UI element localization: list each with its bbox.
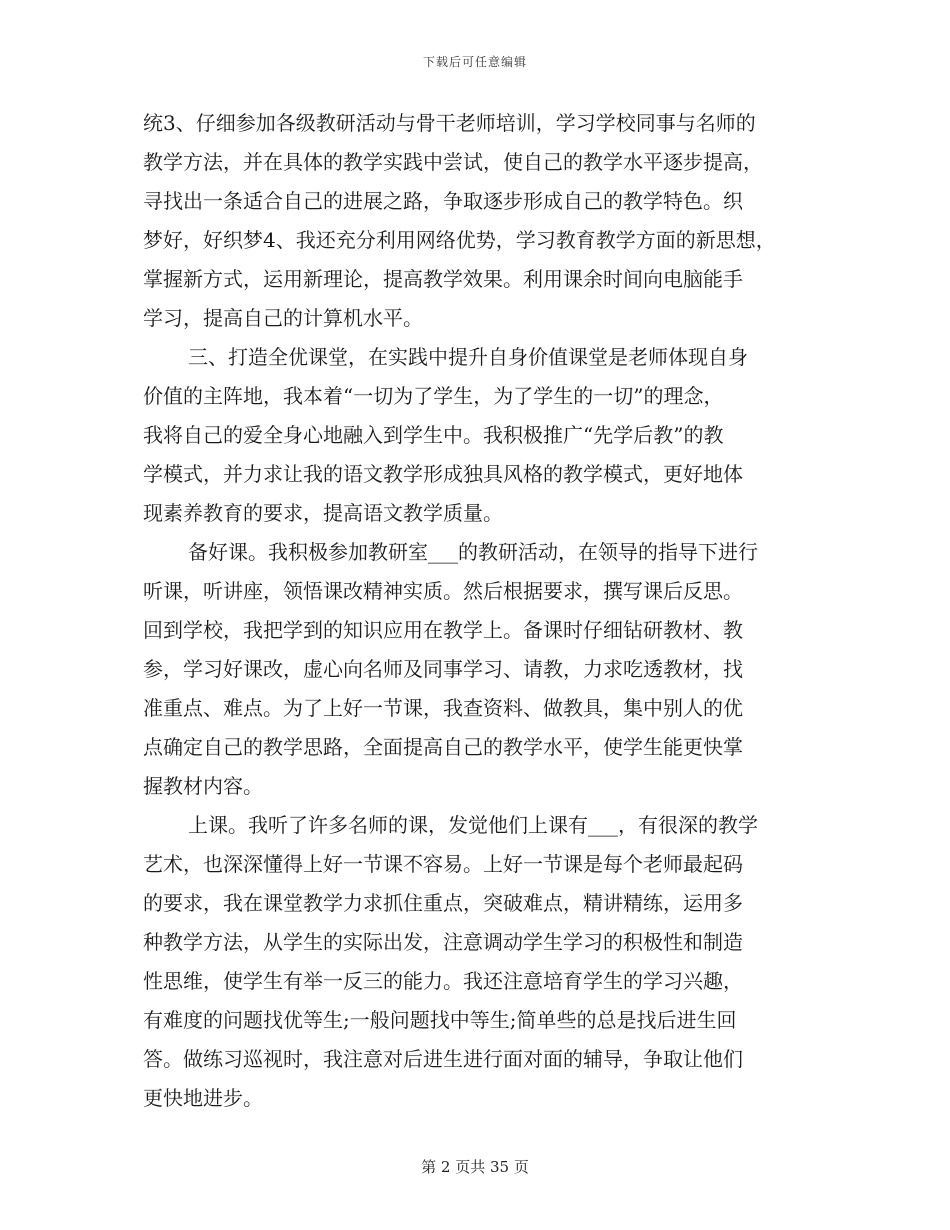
text-line: 备好课。我积极参加教研室___的教研活动，在领导的指导下进行 bbox=[188, 540, 758, 564]
paragraph-4 bbox=[143, 806, 823, 1118]
text-line: 现素养教育的要求，提高语文教学质量。 bbox=[143, 501, 503, 525]
text-line: 上课。我听了许多名师的课，发觉他们上课有___，有很深的教学 bbox=[188, 813, 758, 837]
text-line: 我将自己的爱全身心地融入到学生中。我积极推广“先学后教”的教 bbox=[143, 423, 724, 447]
text-line: 教学方法，并在具体的教学实践中尝试，使自己的教学水平逐步提高， bbox=[143, 150, 763, 174]
text-line: 握教材内容。 bbox=[143, 774, 263, 798]
text-line: 学习，提高自己的计算机水平。 bbox=[143, 306, 423, 330]
text-line: 学模式，并力求让我的语文教学形成独具风格的教学模式，更好地体 bbox=[143, 462, 743, 486]
text-line: 价值的主阵地，我本着“一切为了学生，为了学生的一切”的理念， bbox=[143, 384, 724, 408]
text-line: 回到学校，我把学到的知识应用在教学上。备课时仔细钻研教材、教 bbox=[143, 618, 743, 642]
text-line: 掌握新方式，运用新理论，提高教学效果。利用课余时间向电脑能手 bbox=[143, 267, 743, 291]
text-line: 点确定自己的教学思路，全面提高自己的教学水平，使学生能更快掌 bbox=[143, 735, 743, 759]
document-body bbox=[143, 104, 823, 1118]
text-line: 的要求，我在课堂教学力求抓住重点，突破难点，精讲精练，运用多 bbox=[143, 891, 743, 915]
text-line: 更快地进步。 bbox=[143, 1086, 263, 1110]
text-line: 梦好，好织梦4、我还充分利用网络优势，学习教育教学方面的新思想， bbox=[143, 228, 776, 252]
text-line: 艺术，也深深懂得上好一节课不容易。上好一节课是每个老师最起码 bbox=[143, 852, 743, 876]
text-line: 寻找出一条适合自己的进展之路，争取逐步形成自己的教学特色。织 bbox=[143, 189, 743, 213]
text-line: 性思维，使学生有举一反三的能力。我还注意培育学生的学习兴趣， bbox=[143, 969, 743, 993]
text-line: 准重点、难点。为了上好一节课，我查资料、做教具，集中别人的优 bbox=[143, 696, 743, 720]
text-line: 听课，听讲座，领悟课改精神实质。然后根据要求，撰写课后反思。 bbox=[143, 579, 743, 603]
text-line: 参，学习好课改，虚心向名师及同事学习、请教，力求吃透教材，找 bbox=[143, 657, 743, 681]
text-line: 三、打造全优课堂，在实践中提升自身价值课堂是老师体现自身 bbox=[188, 345, 748, 369]
text-line: 种教学方法，从学生的实际出发，注意调动学生学习的积极性和制造 bbox=[143, 930, 743, 954]
page-footer: 第 2 页共 35 页 bbox=[421, 1158, 529, 1176]
paragraph-1 bbox=[143, 104, 823, 338]
text-line: 统3、仔细参加各级教研活动与骨干老师培训，学习学校同事与名师的 bbox=[143, 111, 756, 135]
text-line: 有难度的问题找优等生;一般问题找中等生;简单些的总是找后进生回 bbox=[143, 1008, 737, 1032]
paragraph-2 bbox=[143, 338, 823, 533]
text-line: 答。做练习巡视时，我注意对后进生进行面对面的辅导，争取让他们 bbox=[143, 1047, 743, 1071]
paragraph-3 bbox=[143, 533, 823, 806]
page-header: 下载后可任意编辑 bbox=[422, 55, 527, 69]
